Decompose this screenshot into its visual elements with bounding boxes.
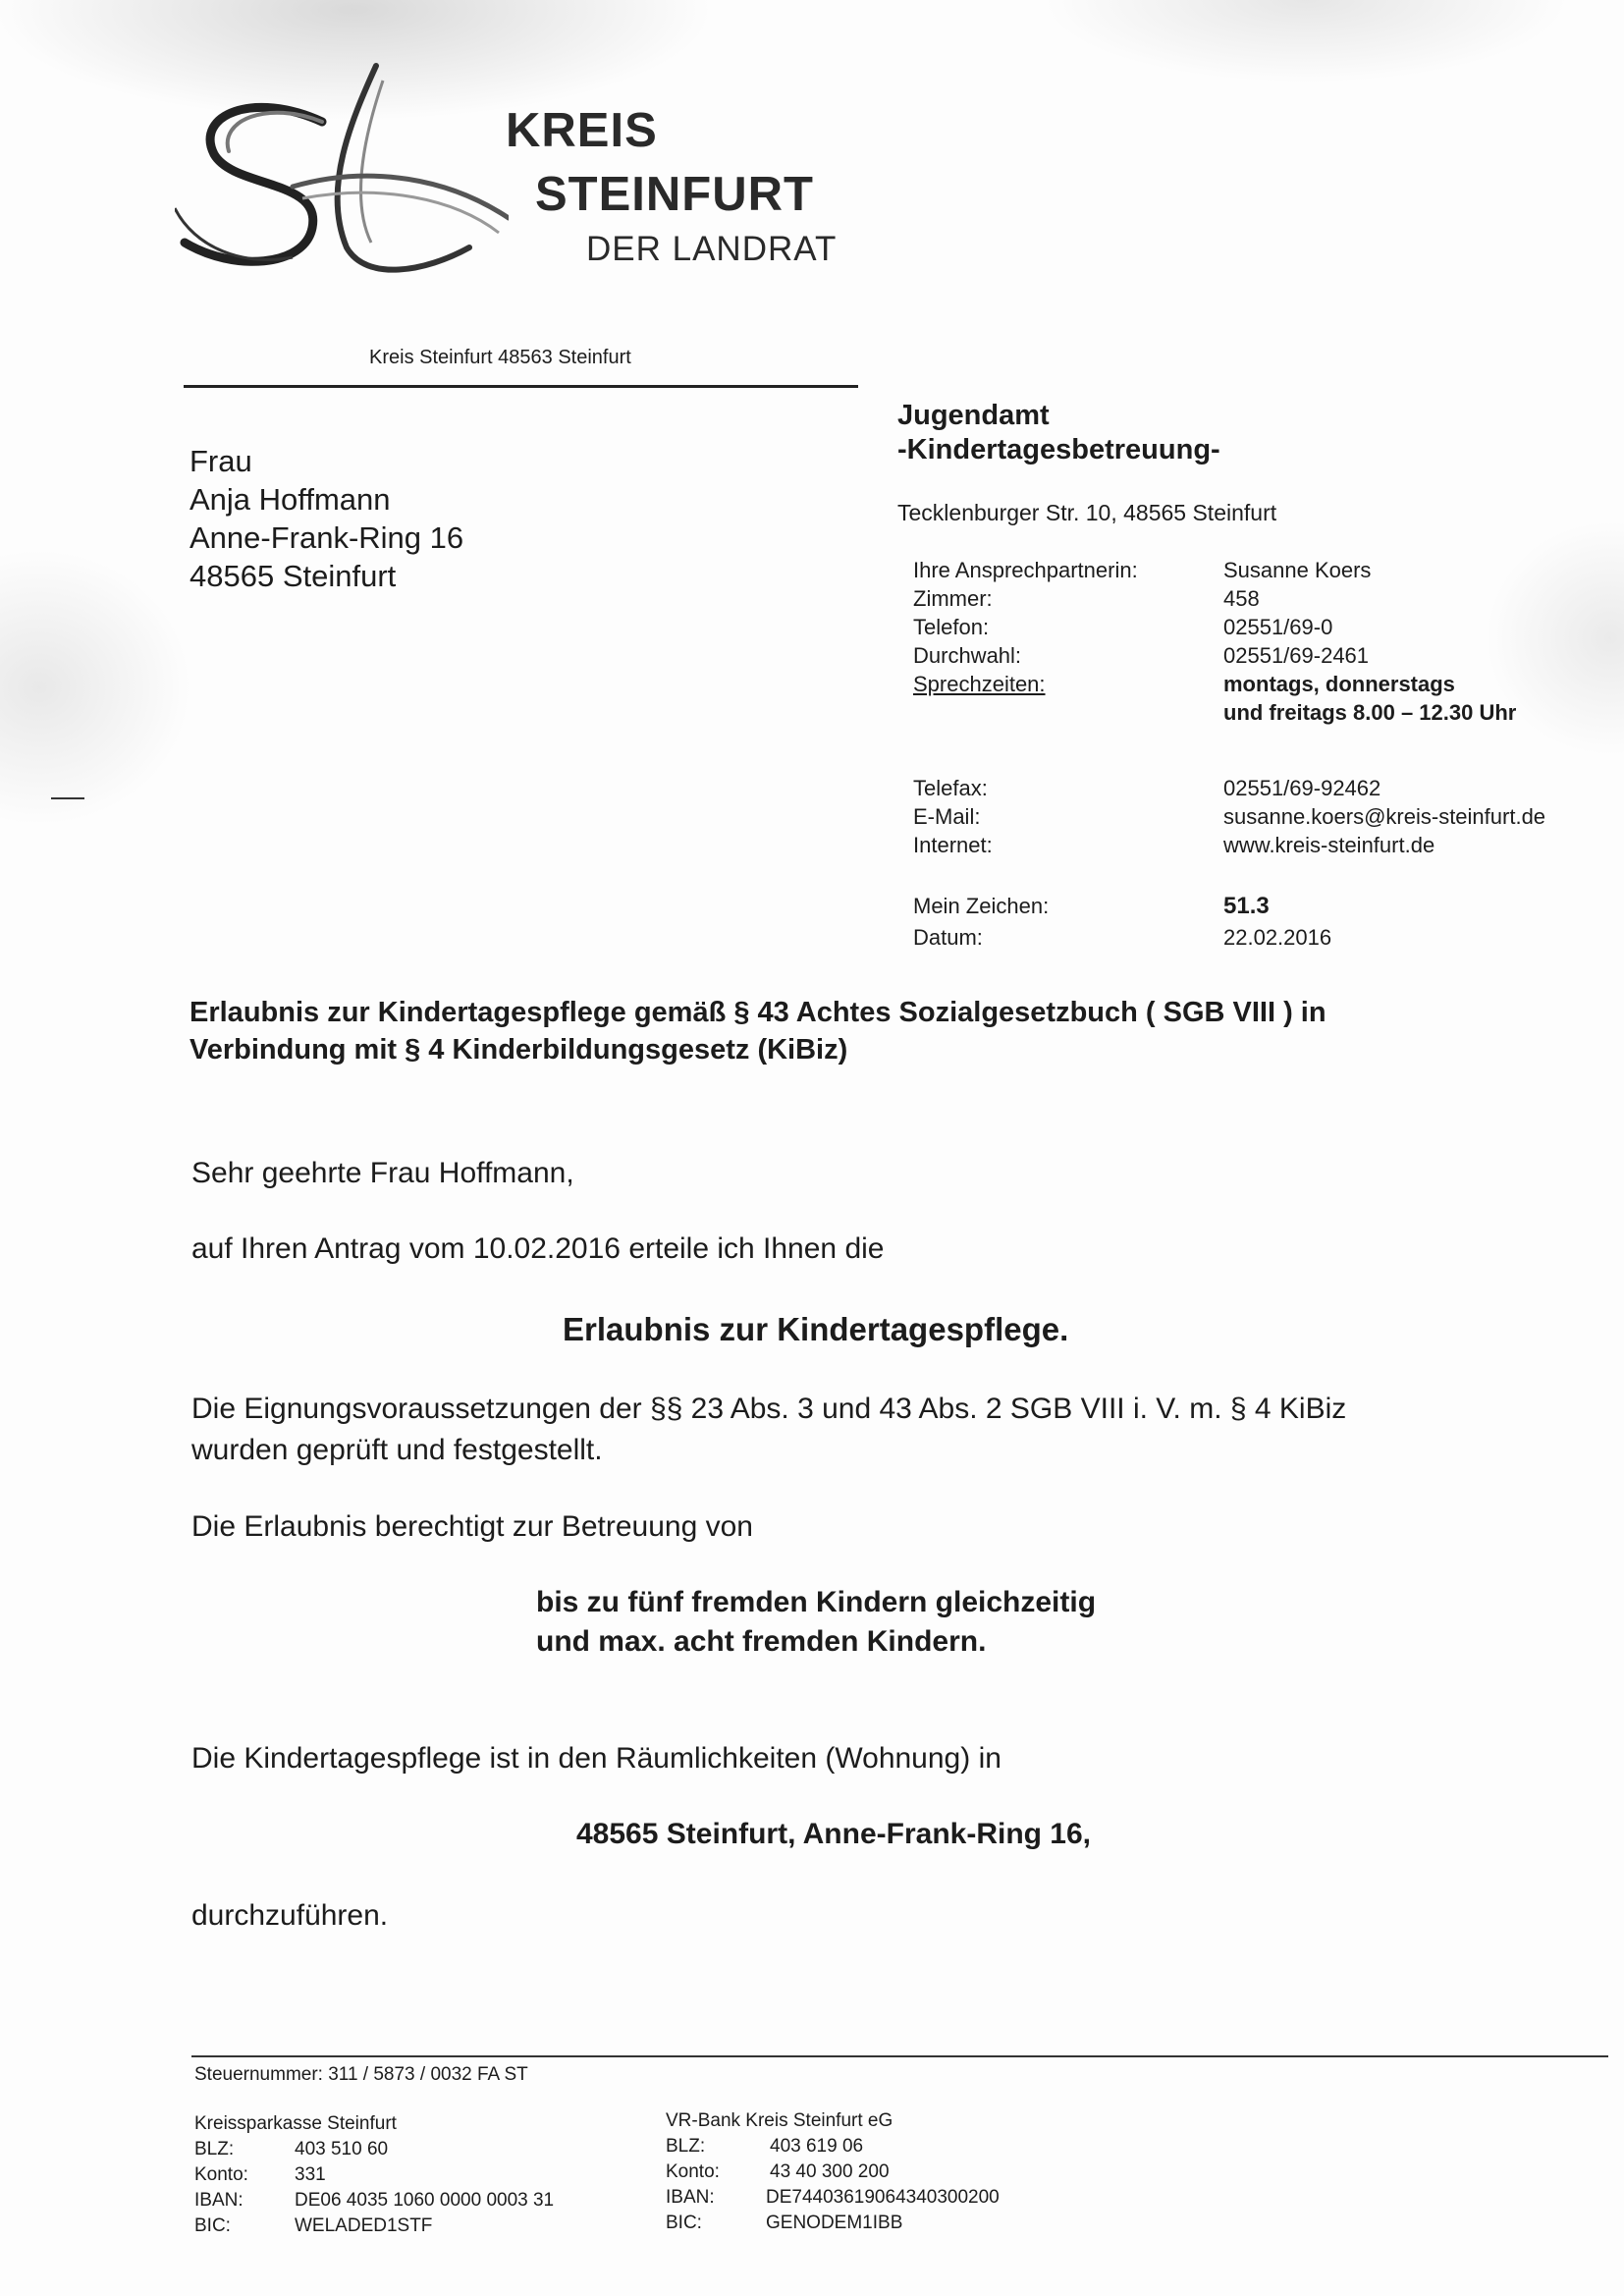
bank1-blz: 403 510 60 xyxy=(295,2139,389,2159)
letter-subject xyxy=(189,994,1326,1068)
internet-label: Internet: xyxy=(913,833,993,857)
eligibility-line2: wurden geprüft und festgestellt. xyxy=(191,1434,603,1466)
subject-line1: Erlaubnis zur Kindertagespflege gemäß § 43 Achtes Sozialgesetzbuch ( SGB VIII ) in xyxy=(189,997,1326,1028)
department-name: Jugendamt xyxy=(897,400,1050,431)
org-name-line3: DER LANDRAT xyxy=(586,230,838,268)
org-name-line2: STEINFURT xyxy=(535,168,814,221)
direct-dial-value: 02551/69-2461 xyxy=(1223,643,1370,668)
bank1-name: Kreissparkasse Steinfurt xyxy=(194,2113,397,2134)
email-value: susanne.koers@kreis-steinfurt.de xyxy=(1223,804,1546,829)
office-hours-days: montags, donnerstags xyxy=(1223,672,1455,696)
bank2-bic-label: BIC: xyxy=(666,2213,702,2233)
greeting: Sehr geehrte Frau Hoffmann, xyxy=(191,1157,574,1189)
bank-details-1 xyxy=(194,2111,646,2239)
bank2-blz: 403 619 06 xyxy=(770,2136,864,2157)
location-intro: Die Kindertagespflege ist in den Räumlichkeiten (Wohnung) in xyxy=(191,1742,1001,1775)
internet-value: www.kreis-steinfurt.de xyxy=(1223,833,1435,857)
bank1-iban-label: IBAN: xyxy=(194,2190,244,2211)
care-location: 48565 Steinfurt, Anne-Frank-Ring 16, xyxy=(576,1818,1092,1850)
bank2-konto-label: Konto: xyxy=(666,2161,720,2182)
recipient-name: Anja Hoffmann xyxy=(189,482,391,517)
fax-label: Telefax: xyxy=(913,776,988,800)
recipient-city: 48565 Steinfurt xyxy=(189,559,397,593)
capacity-line1: bis zu fünf fremden Kindern gleichzeitig xyxy=(536,1586,1097,1618)
room-label: Zimmer: xyxy=(913,586,993,611)
subject-line2: Verbindung mit § 4 Kinderbildungsgesetz (KiBiz) xyxy=(189,1034,848,1066)
email-label: E-Mail: xyxy=(913,804,981,829)
department-header xyxy=(897,399,1220,467)
reference-value: 51.3 xyxy=(1223,893,1270,919)
contact-block-electronic xyxy=(913,774,1620,859)
phone-value: 02551/69-0 xyxy=(1223,615,1333,639)
phone-label: Telefon: xyxy=(913,615,990,639)
return-address: Kreis Steinfurt 48563 Steinfurt xyxy=(369,347,631,368)
capacity-line2: und max. acht fremden Kindern. xyxy=(536,1625,987,1658)
fax-value: 02551/69-92462 xyxy=(1223,776,1381,800)
department-address: Tecklenburger Str. 10, 48565 Steinfurt xyxy=(897,500,1277,525)
contact-block xyxy=(913,556,1620,727)
tax-number: Steuernummer: 311 / 5873 / 0032 FA ST xyxy=(194,2064,528,2085)
office-hours-label: Sprechzeiten: xyxy=(913,672,1046,696)
footer-divider xyxy=(191,2055,1608,2057)
intro-text: auf Ihren Antrag vom 10.02.2016 erteile ich Ihnen die xyxy=(191,1232,885,1265)
room-value: 458 xyxy=(1223,586,1260,611)
bank2-blz-label: BLZ: xyxy=(666,2136,706,2157)
return-address-divider xyxy=(184,385,858,388)
bank1-bic: WELADED1STF xyxy=(295,2215,433,2236)
recipient-street: Anne-Frank-Ring 16 xyxy=(189,520,464,555)
eligibility-line1: Die Eignungsvoraussetzungen der §§ 23 Abs. 3 und 43 Abs. 2 SGB VIII i. V. m. § 4 KiBiz xyxy=(191,1393,1347,1425)
bank-details-2 xyxy=(666,2108,1117,2236)
direct-dial-label: Durchwahl: xyxy=(913,643,1022,668)
bank1-blz-label: BLZ: xyxy=(194,2139,235,2159)
recipient-salutation: Frau xyxy=(189,444,252,478)
bank2-name: VR-Bank Kreis Steinfurt eG xyxy=(666,2110,893,2131)
reference-label: Mein Zeichen: xyxy=(913,894,1050,918)
bank2-iban: DE74403619064340300200 xyxy=(766,2187,1000,2208)
bank1-konto-label: Konto: xyxy=(194,2164,248,2185)
fold-mark xyxy=(51,797,84,799)
contact-person-value: Susanne Koers xyxy=(1223,558,1372,582)
recipient-address xyxy=(189,442,463,595)
closing-text: durchzuführen. xyxy=(191,1899,389,1932)
permit-title: Erlaubnis zur Kindertagespflege. xyxy=(563,1311,1069,1347)
contact-person-label: Ihre Ansprechpartnerin: xyxy=(913,558,1138,582)
date-value: 22.02.2016 xyxy=(1223,925,1332,950)
date-label: Datum: xyxy=(913,925,983,950)
bank2-iban-label: IBAN: xyxy=(666,2187,715,2208)
authorization-text: Die Erlaubnis berechtigt zur Betreuung von xyxy=(191,1510,753,1543)
bank1-iban: DE06 4035 1060 0000 0003 31 xyxy=(295,2190,555,2211)
bank1-konto: 331 xyxy=(295,2164,326,2185)
bank2-bic: GENODEM1IBB xyxy=(766,2213,903,2233)
kreis-steinfurt-logo-icon xyxy=(175,61,509,282)
reference-block xyxy=(913,891,1620,954)
department-unit: -Kindertagesbetreuung- xyxy=(897,434,1220,465)
org-name-line1: KREIS xyxy=(506,104,658,157)
bank2-konto: 43 40 300 200 xyxy=(770,2161,890,2182)
bank1-bic-label: BIC: xyxy=(194,2215,231,2236)
office-hours-times: und freitags 8.00 – 12.30 Uhr xyxy=(1223,700,1517,725)
